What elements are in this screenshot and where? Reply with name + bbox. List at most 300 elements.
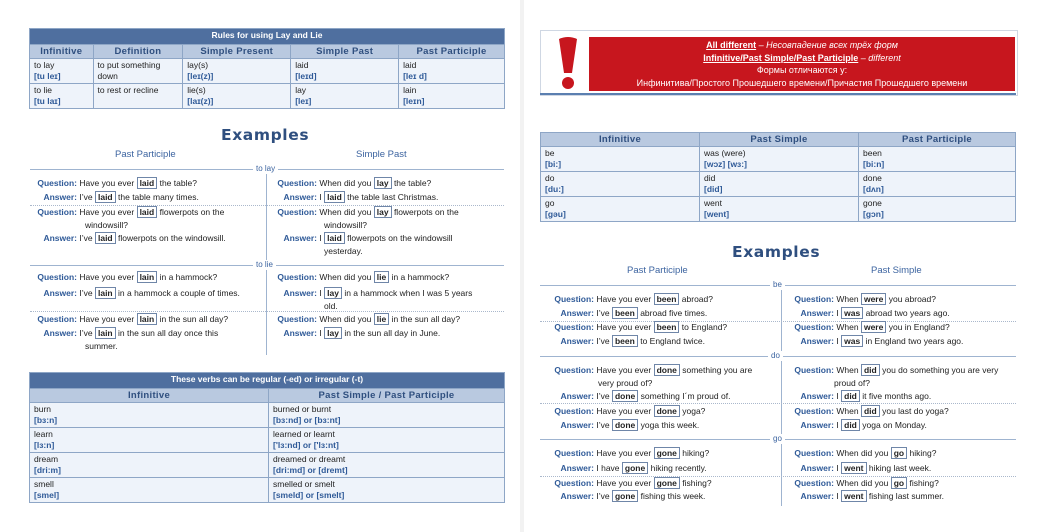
answer-line (780, 462, 931, 475)
right-page (524, 0, 1044, 532)
transcription: [bi:n] (863, 159, 885, 169)
section-label: to lay (253, 164, 278, 174)
transcription: [bi:] (545, 159, 562, 169)
sentence-end: in a hammock a couple of times. (118, 288, 240, 298)
answer-line (270, 327, 440, 340)
transcription: [dri:md] or [dremt] (273, 465, 348, 475)
past-simple: did (704, 173, 716, 183)
sentence-start: I (836, 308, 839, 318)
sentence-end: hiking recently. (650, 463, 707, 473)
sentence-end: to England? (681, 322, 728, 332)
transcription: [gɔn] (863, 209, 884, 219)
highlighted-verb: lain (137, 271, 158, 283)
infinitive: do (545, 173, 555, 183)
question-label: Question: (277, 272, 317, 282)
sentence-start: I (836, 391, 839, 401)
sentence-start: I have (596, 463, 620, 473)
sentence-continuation: very proud of? (598, 378, 653, 388)
sentence-end: in the sun all day? (159, 314, 229, 324)
question-line (780, 477, 939, 490)
sentence-end: flowerpots on the (393, 207, 459, 217)
past-forms: burned or burnt (273, 404, 332, 414)
highlighted-verb: was (841, 335, 863, 347)
answer-label: Answer: (800, 336, 834, 346)
section-label: be (770, 280, 785, 290)
transcription: [smel] (34, 490, 60, 500)
highlighted-verb: did (841, 390, 860, 402)
question-label: Question: (37, 314, 77, 324)
transcription: [bɜ:nd] or [bɜ:nt] (273, 415, 341, 425)
highlighted-verb: lay (374, 206, 392, 218)
answer-label: Answer: (283, 233, 317, 243)
question-line (540, 477, 712, 490)
past-participle: lain (403, 85, 417, 95)
sentence-start: I (319, 328, 322, 338)
infinitive: smell (34, 479, 54, 489)
sentence-end: the table last Christmas. (347, 192, 439, 202)
sentence-start: I (319, 192, 322, 202)
highlighted-verb: did (861, 364, 880, 376)
sentence-start: When (836, 322, 859, 332)
banner-underline (540, 93, 1016, 95)
sentence-continuation: yesterday. (324, 246, 363, 256)
highlighted-verb: lain (95, 327, 116, 339)
sentence-end: abroad two years ago. (865, 308, 950, 318)
question-line (540, 293, 713, 306)
sentence-continuation: old. (324, 301, 338, 311)
highlighted-verb: laid (137, 177, 158, 189)
sentence-start: When did you (836, 448, 889, 458)
transcription: [wɔz] [wɜ:] (704, 159, 747, 169)
sentence-start: I (836, 336, 839, 346)
question-line (30, 206, 224, 219)
sentence-start: When (836, 365, 859, 375)
sentence-start: Have you ever (79, 314, 135, 324)
sentence-start: I’ve (596, 420, 610, 430)
simple-present: lay(s) (187, 60, 209, 70)
sentence-end: you do something you are very (882, 365, 999, 375)
sentence-start: I’ve (79, 192, 93, 202)
sentence-end: to England twice. (640, 336, 705, 346)
simple-past: lay (295, 85, 307, 95)
sentence-start: I (836, 463, 839, 473)
answer-line (540, 490, 705, 503)
answer-label: Answer: (283, 192, 317, 202)
sentence-start: Have you ever (596, 365, 652, 375)
answer-label: Answer: (560, 491, 594, 501)
transcription: [leɪd] (295, 71, 317, 81)
sentence-end: yoga this week. (640, 420, 700, 430)
highlighted-verb: did (841, 419, 860, 431)
sentence-end: hiking last week. (868, 463, 932, 473)
question-line (780, 405, 949, 418)
question-line (270, 313, 460, 326)
infinitive: be (545, 148, 555, 158)
sentence-start: I’ve (596, 336, 610, 346)
answer-line (540, 390, 730, 403)
question-label: Question: (554, 294, 594, 304)
answer-line (270, 232, 453, 245)
answer-label: Answer: (283, 328, 317, 338)
answer-label: Answer: (560, 391, 594, 401)
answer-label: Answer: (800, 308, 834, 318)
question-line (30, 313, 228, 326)
sentence-end: something I´m proud of. (640, 391, 731, 401)
highlighted-verb: laid (324, 232, 345, 244)
column-title-simple-past: Simple Past (356, 149, 407, 160)
infinitive: dream (34, 454, 59, 464)
sentence-start: I (319, 288, 322, 298)
examples-title: Examples (732, 243, 821, 261)
answer-line (780, 335, 963, 348)
column-header: Past Participle (399, 45, 505, 59)
sentence-continuation: proud of? (834, 378, 870, 388)
transcription: [smeld] or [smelt] (273, 490, 345, 500)
sentence-end: you in England? (888, 322, 950, 332)
highlighted-verb: laid (137, 206, 158, 218)
exclamation-icon (553, 35, 583, 91)
question-label: Question: (37, 178, 77, 188)
banner-line: Инфинитива/Простого Прошедшего времени/Причастия Прошедшего времени (636, 77, 968, 88)
question-label: Question: (554, 406, 594, 416)
past-forms: smelled or smelt (273, 479, 335, 489)
answer-line (30, 327, 218, 340)
highlighted-verb: go (891, 477, 907, 489)
sentence-start: When (836, 294, 859, 304)
question-line (540, 405, 705, 418)
answer-label: Answer: (800, 391, 834, 401)
table-row (30, 403, 505, 428)
past-participle: laid (403, 60, 417, 70)
highlighted-verb: go (891, 447, 907, 459)
highlighted-verb: lay (374, 177, 392, 189)
section-label: go (770, 434, 785, 444)
question-line (780, 293, 936, 306)
transcription: [lɜ:n] (34, 440, 55, 450)
transcription: [dri:m] (34, 465, 61, 475)
simple-present: lie(s) (187, 85, 206, 95)
column-header: Past Simple (700, 133, 859, 147)
transcription: [leɪn] (403, 96, 425, 106)
answer-label: Answer: (43, 192, 77, 202)
question-line (30, 271, 217, 284)
question-label: Question: (37, 207, 77, 217)
past-forms: learned or learnt (273, 429, 335, 439)
question-line (30, 177, 197, 190)
answer-label: Answer: (283, 288, 317, 298)
sentence-continuation: summer. (85, 341, 118, 351)
highlighted-verb: laid (324, 191, 345, 203)
sentence-end: it five months ago. (862, 391, 932, 401)
left-page (0, 0, 520, 532)
sentence-start: Have you ever (79, 272, 135, 282)
table-row (541, 197, 1016, 222)
definition: to rest or recline (93, 84, 183, 109)
table-row (30, 453, 505, 478)
question-label: Question: (794, 406, 834, 416)
answer-line (540, 335, 705, 348)
past-participle: been (863, 148, 882, 158)
sentence-start: When did you (836, 478, 889, 488)
highlighted-verb: laid (95, 191, 116, 203)
highlighted-verb: did (861, 405, 880, 417)
answer-line (270, 287, 472, 300)
question-line (780, 364, 998, 377)
sentence-end: abroad five times. (640, 308, 708, 318)
sentence-start: Have you ever (79, 178, 135, 188)
definition: to put something down (93, 59, 183, 84)
examples-title: Examples (221, 126, 310, 144)
answer-line (780, 490, 944, 503)
infinitive: burn (34, 404, 52, 414)
highlighted-verb: been (654, 293, 680, 305)
sentence-start: Have you ever (79, 207, 135, 217)
answer-label: Answer: (560, 463, 594, 473)
highlighted-verb: been (654, 321, 680, 333)
sentence-end: yoga on Monday. (862, 420, 927, 430)
highlighted-verb: were (861, 293, 886, 305)
sentence-start: When did you (319, 207, 372, 217)
sentence-end: flowerpots on the (159, 207, 225, 217)
answer-label: Answer: (560, 336, 594, 346)
sentence-end: the table? (393, 178, 432, 188)
table-caption: Rules for using Lay and Lie (30, 29, 505, 45)
highlighted-verb: gone (622, 462, 648, 474)
sentence-end: in the sun all day? (391, 314, 461, 324)
answer-line (780, 307, 950, 320)
question-label: Question: (554, 478, 594, 488)
sentence-start: I’ve (79, 233, 93, 243)
sentence-start: I’ve (596, 391, 610, 401)
table-row (30, 478, 505, 503)
answer-label: Answer: (800, 491, 834, 501)
sentence-start: When did you (319, 272, 372, 282)
row-separator (30, 311, 504, 312)
table-caption: These verbs can be regular (-ed) or irregular (-t) (30, 373, 505, 389)
question-label: Question: (277, 178, 317, 188)
sentence-start: Have you ever (596, 322, 652, 332)
answer-label: Answer: (560, 308, 594, 318)
highlighted-verb: laid (95, 232, 116, 244)
question-label: Question: (554, 365, 594, 375)
sentence-end: you last do yoga? (882, 406, 949, 416)
sentence-start: Have you ever (596, 406, 652, 416)
sentence-end: in a hammock? (391, 272, 450, 282)
transcription: [leɪ(z)] (187, 71, 214, 81)
sentence-end: yoga? (682, 406, 706, 416)
sentence-end: hiking? (909, 448, 937, 458)
highlighted-verb: gone (612, 490, 638, 502)
sentence-end: in the sun all day once this (118, 328, 219, 338)
question-label: Question: (794, 322, 834, 332)
transcription: [went] (704, 209, 730, 219)
answer-line (780, 390, 931, 403)
sentence-end: in a hammock? (159, 272, 218, 282)
question-label: Question: (277, 207, 317, 217)
answer-line (30, 287, 240, 300)
sentence-end: fishing? (682, 478, 712, 488)
sentence-end: in a hammock when I was 5 years (344, 288, 473, 298)
question-line (270, 271, 449, 284)
banner-forms: Infinitive/Past Simple/Past Participle (703, 52, 859, 63)
column-header: Infinitive (30, 45, 94, 59)
sentence-start: I’ve (79, 328, 93, 338)
section-label: to lie (253, 260, 276, 270)
column-header: Simple Past (291, 45, 399, 59)
highlighted-verb: done (612, 419, 638, 431)
column-title-past-participle: Past Participle (627, 265, 688, 276)
column-header: Infinitive (541, 133, 700, 147)
question-label: Question: (794, 294, 834, 304)
infinitive: to lie (34, 85, 52, 95)
transcription: [tu laɪ] (34, 96, 61, 106)
past-forms: dreamed or dreamt (273, 454, 346, 464)
transcription: [du:] (545, 184, 564, 194)
highlighted-verb: lie (374, 313, 389, 325)
banner-text (589, 39, 1015, 89)
past-simple: went (704, 198, 722, 208)
transcription: [dʌn] (863, 184, 884, 194)
table-row (30, 84, 505, 109)
highlighted-verb: gone (654, 447, 680, 459)
highlighted-verb: lie (374, 271, 389, 283)
sentence-end: hiking? (682, 448, 710, 458)
highlighted-verb: gone (654, 477, 680, 489)
question-label: Question: (794, 365, 834, 375)
transcription: [gəu] (545, 209, 566, 219)
highlighted-verb: done (654, 364, 680, 376)
highlighted-verb: went (841, 462, 866, 474)
sentence-end: the table? (159, 178, 197, 188)
sentence-start: When (836, 406, 859, 416)
highlighted-verb: was (841, 307, 863, 319)
question-line (780, 447, 936, 460)
question-line (270, 206, 459, 219)
question-line (540, 321, 727, 334)
question-label: Question: (554, 322, 594, 332)
column-header: Infinitive (30, 389, 269, 403)
answer-line (540, 307, 707, 320)
highlighted-verb: been (612, 335, 638, 347)
answer-label: Answer: (43, 288, 77, 298)
question-line (780, 321, 950, 334)
question-label: Question: (794, 478, 834, 488)
answer-label: Answer: (43, 233, 77, 243)
highlighted-verb: went (841, 490, 866, 502)
sentence-end: in England two years ago. (865, 336, 964, 346)
answer-line (270, 191, 438, 204)
table-row (30, 59, 505, 84)
banner-forms-rest: – different (858, 52, 901, 63)
sentence-start: I’ve (596, 308, 610, 318)
highlighted-verb: lay (324, 287, 342, 299)
sentence-start: Have you ever (596, 478, 652, 488)
sentence-start: I (319, 233, 322, 243)
sentence-start: When did you (319, 314, 372, 324)
highlighted-verb: lain (95, 287, 116, 299)
answer-line (540, 419, 699, 432)
table-row (30, 428, 505, 453)
answer-line (30, 191, 199, 204)
transcription: [tu leɪ] (34, 71, 61, 81)
sentence-start: I (836, 420, 839, 430)
highlighted-verb: lay (324, 327, 342, 339)
sentence-start: Have you ever (596, 448, 652, 458)
highlighted-verb: lain (137, 313, 158, 325)
question-label: Question: (554, 448, 594, 458)
sentence-start: When did you (319, 178, 372, 188)
past-participle: gone (863, 198, 882, 208)
answer-label: Answer: (560, 420, 594, 430)
banner-heading-rest: – Несовпадение всех трёх форм (756, 40, 898, 50)
sentence-start: Have you ever (596, 294, 652, 304)
column-header: Past Simple / Past Participle (269, 389, 505, 403)
sentence-start: I (836, 491, 839, 501)
banner-heading: All different (706, 40, 757, 50)
question-line (540, 364, 752, 377)
answer-line (30, 232, 226, 245)
question-label: Question: (794, 448, 834, 458)
answer-line (780, 419, 927, 432)
simple-past: laid (295, 60, 309, 70)
transcription: ['lɜ:nd] or ['lɜ:nt] (273, 440, 339, 450)
sentence-continuation: windowsill? (324, 220, 367, 230)
transcription: [bɜ:n] (34, 415, 58, 425)
sentence-end: fishing this week. (640, 491, 706, 501)
question-line (540, 447, 709, 460)
question-line (270, 177, 431, 190)
column-header: Definition (93, 45, 183, 59)
column-header: Past Participle (859, 133, 1016, 147)
infinitive: go (545, 198, 555, 208)
sentence-start: I’ve (596, 491, 610, 501)
past-simple: was (were) (704, 148, 746, 158)
sentence-end: fishing? (909, 478, 939, 488)
lay-lie-rules-table (29, 28, 505, 109)
answer-label: Answer: (800, 420, 834, 430)
banner-line: Формы отличаются у: (756, 65, 848, 75)
table-row (541, 172, 1016, 197)
column-header: Simple Present (183, 45, 291, 59)
past-participle: done (863, 173, 882, 183)
sentence-continuation: windowsill? (85, 220, 128, 230)
table-row (541, 147, 1016, 172)
transcription: [leɪ d] (403, 71, 427, 81)
sentence-end: flowerpots on the windowsill. (118, 233, 226, 243)
highlighted-verb: were (861, 321, 886, 333)
irregular-forms-table (540, 132, 1016, 222)
highlighted-verb: done (612, 390, 638, 402)
sentence-end: in the sun all day in June. (344, 328, 441, 338)
sentence-end: you abroad? (888, 294, 936, 304)
regular-irregular-table (29, 372, 505, 503)
sentence-start: I’ve (79, 288, 93, 298)
highlighted-verb: been (612, 307, 638, 319)
sentence-end: the table many times. (118, 192, 199, 202)
transcription: [leɪ] (295, 96, 312, 106)
answer-label: Answer: (800, 463, 834, 473)
sentence-end: something you are (682, 365, 753, 375)
all-different-banner (540, 30, 1018, 96)
highlighted-verb: done (654, 405, 680, 417)
column-title-past-simple: Past Simple (871, 265, 922, 276)
infinitive: learn (34, 429, 53, 439)
row-separator (540, 403, 1016, 404)
transcription: [did] (704, 184, 723, 194)
question-label: Question: (37, 272, 77, 282)
column-title-past-participle: Past Participle (115, 149, 176, 160)
sentence-end: flowerpots on the windowsill (347, 233, 453, 243)
